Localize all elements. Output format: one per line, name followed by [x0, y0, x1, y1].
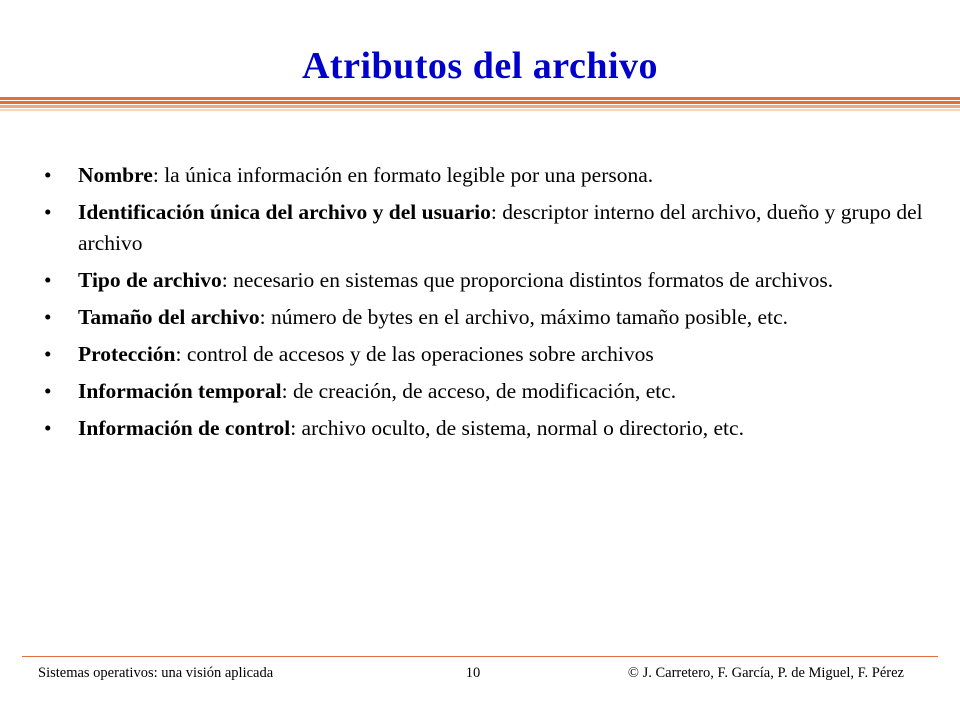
bullet-item — [44, 302, 924, 333]
title-divider — [0, 101, 960, 104]
bullet-term: Tamaño del archivo — [78, 305, 260, 329]
bullet-text: : necesario en sistemas que proporciona distintos formatos de archivos. — [221, 268, 834, 292]
bullet-text: : control de accesos y de las operaciones sobre archivos — [175, 342, 654, 366]
bullet-text: : número de bytes en el archivo, máximo tamaño posible, etc. — [259, 305, 788, 329]
footer-divider — [22, 656, 938, 657]
title-divider — [0, 109, 960, 111]
bullet-term: Protección — [78, 342, 176, 366]
bullet-text: : archivo oculto, de sistema, normal o directorio, etc. — [290, 416, 744, 440]
bullet-term: Nombre — [78, 163, 153, 187]
footer-copyright: © J. Carretero, F. García, P. de Miguel, F. Pérez — [627, 665, 904, 681]
bullet-icon: • — [44, 268, 52, 292]
slide-title: Atributos del archivo — [301, 45, 659, 87]
bullet-text: : descriptor interno del archivo, dueño y grupo del archivo — [78, 200, 923, 255]
bullet-icon: • — [44, 416, 52, 440]
bullet-icon: • — [44, 163, 52, 187]
bullet-item — [44, 160, 924, 191]
title-divider — [0, 97, 960, 100]
bullet-term: Identificación única del archivo y del usuario — [78, 200, 491, 224]
bullet-item — [44, 339, 924, 370]
bullet-icon: • — [44, 200, 52, 224]
bullet-icon: • — [44, 342, 52, 366]
bullet-item — [44, 265, 924, 296]
page-number: 10 — [465, 665, 481, 681]
bullet-term: Información temporal — [78, 379, 282, 403]
footer-book-title: Sistemas operativos: una visión aplicada — [38, 665, 274, 681]
bullet-text: : la única información en formato legible por una persona. — [152, 163, 654, 187]
bullet-term: Información de control — [78, 416, 291, 440]
bullet-list — [44, 160, 924, 450]
bullet-item — [44, 413, 924, 444]
bullet-text: : de creación, de acceso, de modificación, etc. — [281, 379, 677, 403]
bullet-item — [44, 197, 924, 259]
bullet-icon: • — [44, 379, 52, 403]
bullet-icon: • — [44, 305, 52, 329]
bullet-item — [44, 376, 924, 407]
title-divider — [0, 105, 960, 108]
bullet-term: Tipo de archivo — [78, 268, 222, 292]
